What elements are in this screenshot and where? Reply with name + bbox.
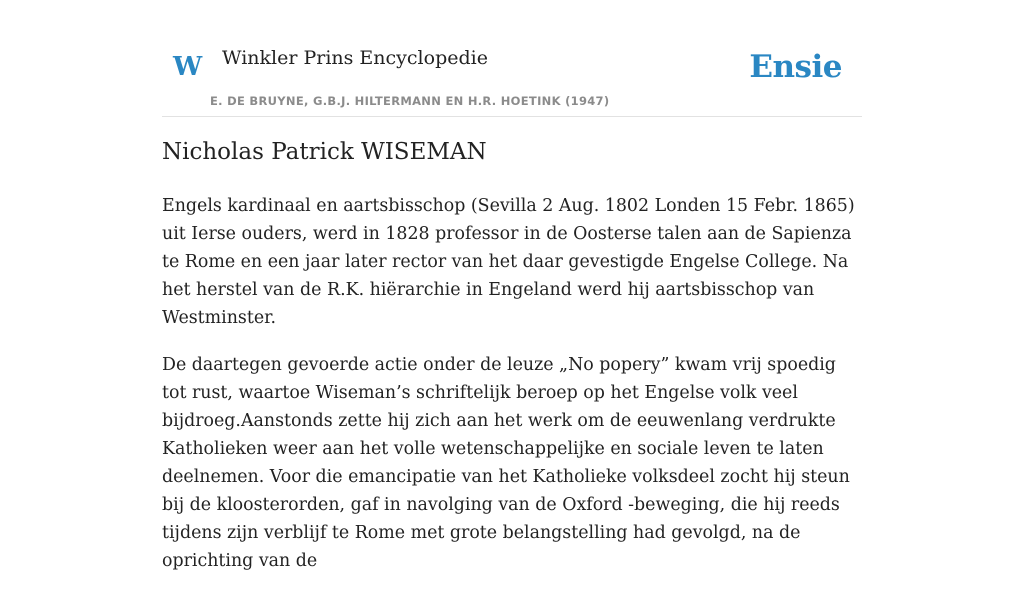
- article-title: Nicholas Patrick WISEMAN: [162, 139, 487, 165]
- source-title[interactable]: Winkler Prins Encyclopedie: [222, 47, 488, 69]
- article-paragraph: Engels kardinaal en aartsbisschop (Sevilla 2 Aug. 1802 Londen 15 Febr. 1865) uit Ierse ouders, werd in 1828 professor in de Oosterse talen aan de Sapienza te Rome en een jaar later rector van het daar gevestigde Engelse College. Na het herstel van de R.K. hiërarchie in Engeland werd hij aartsbisschop van Westminster.: [162, 196, 855, 328]
- source-header: [162, 36, 862, 117]
- source-authors: E. DE BRUYNE, G.B.J. HILTERMANN EN H.R. HOETINK (1947): [210, 94, 610, 108]
- article-body: [162, 192, 862, 594]
- article-paragraph: De daartegen gevoerde actie onder de leuze „No popery” kwam vrij spoedig tot rust, waartoe Wiseman’s schriftelijk beroep op het Engelse volk veel bijdroeg.Aanstonds zette hij zich aan het werk om de eeuwenlang verdrukte Katholieken weer aan het volle wetenschappelijke en sociale leven te laten deelnemen. Voor die emancipatie van het Katholieke volksdeel zocht hij steun bij de kloosterorden, gaf in navolging van de Oxford -beweging, die hij reeds tijdens zijn verblijf te Rome met grote belangstelling had gevolgd, na de oprichting van de: [162, 355, 850, 571]
- ensie-logo[interactable]: Ensie: [749, 49, 842, 85]
- winkler-prins-logo-icon[interactable]: W: [173, 52, 203, 82]
